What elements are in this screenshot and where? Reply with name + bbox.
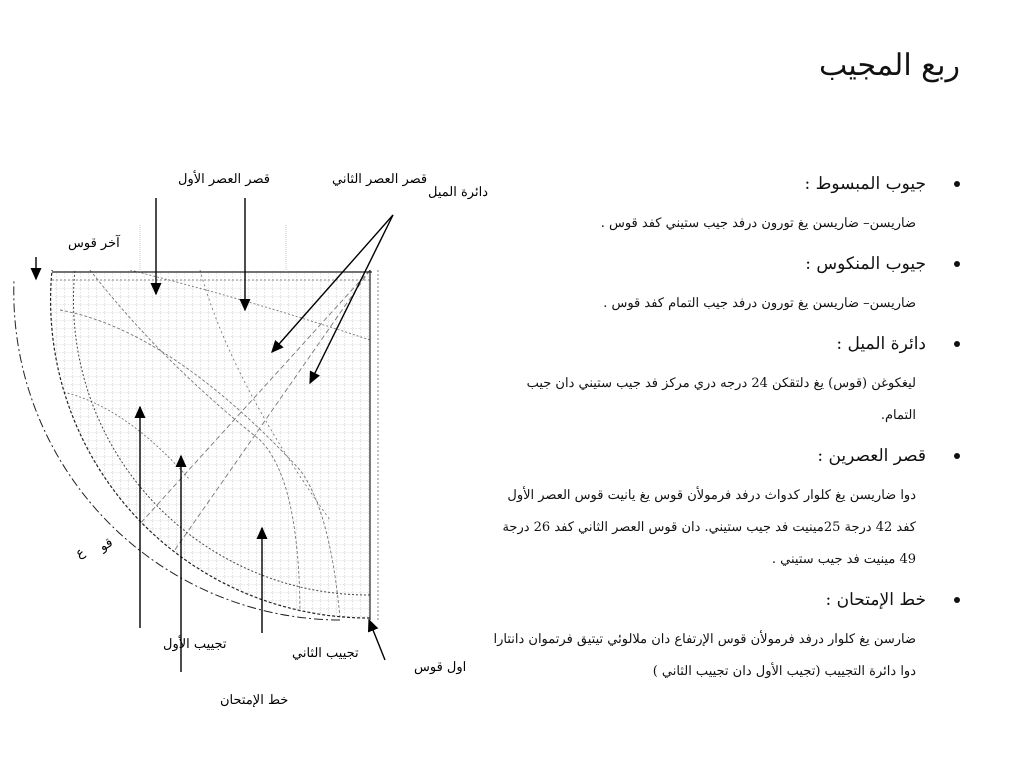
label-tajyib-awwal: تجييب الأول [163, 637, 227, 652]
arc-label-1: قو [96, 535, 116, 555]
section-heading-mankus: جيوب المنكوس : [470, 254, 960, 274]
section-body-mayl: ليغكوغن (قوس) يغ دلتقكن 24 درجه دري مركز فد جيب ستيني دان جيب التمام. [526, 376, 916, 423]
content-list [470, 160, 960, 688]
section-body-imtihan: ضارسن يغ كلوار درفد فرمولأن قوس الإرتفاع دان ملالوئي تيتيق فرتموان دانتارا دوا دائرة التجييب (تجيب الأول دان تجييب الثاني ) [493, 632, 916, 679]
rub-mujayyab-diagram [0, 150, 488, 750]
bullet-dot-icon [954, 181, 960, 187]
bullet-dot-icon [954, 597, 960, 603]
bullet-dot-icon [954, 261, 960, 267]
label-awwal-qaws: اول قوس [414, 660, 467, 675]
label-asr-thani: قصر العصر الثاني [332, 172, 428, 187]
section-heading-imtihan: خط الإمتحان : [470, 590, 960, 610]
section-heading-asrayn: قصر العصرين : [470, 446, 960, 466]
bullet-dot-icon [954, 341, 960, 347]
section-body-asrayn: دوا ضاريسن يغ كلوار كدواث درفد فرمولأن قوس يغ يانيت قوس العصر الأول كفد 42 درجة 25مينيت فد جيب ستيني. دان قوس العصر الثاني كفد 26 درجة 49 مينيت فد جيب ستيني . [502, 488, 916, 567]
arc-label-2: ع [73, 544, 88, 562]
section-body-mabsut: ضاريسن– ضاريسن يغ تورون درفد جيب ستيني كفد قوس . [600, 216, 916, 231]
section-body-mankus: ضاريسن– ضاريسن يغ تورون درفد جيب التمام كفد قوس . [603, 296, 916, 311]
slide-title: ربع المجيب [818, 48, 960, 83]
label-mayl: دائرة الميل [428, 185, 488, 200]
section-heading-mabsut: جيوب المبسوط : [470, 174, 960, 194]
label-akhir-qaws: آخر قوس [68, 236, 120, 251]
label-asr-awwal: قصر العصر الأول [178, 172, 270, 187]
label-imtihan: خط الإمتحان [220, 693, 289, 708]
bullet-dot-icon [954, 453, 960, 459]
section-heading-mayl: دائرة الميل : [470, 334, 960, 354]
label-tajyib-thani: تجييب الثاني [292, 646, 359, 661]
